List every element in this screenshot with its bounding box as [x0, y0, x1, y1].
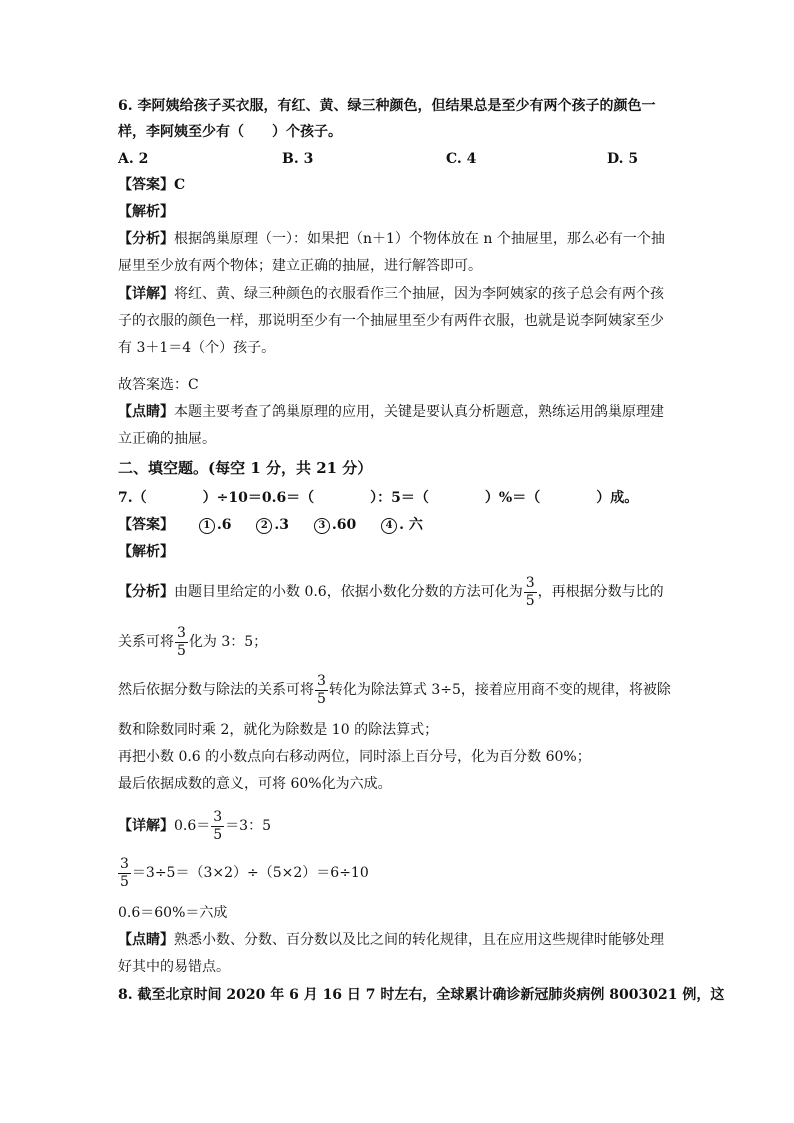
q6-fenxi-line-1	[118, 229, 665, 249]
q6-xiangjie-line-3: 有 3＋1＝4（个）孩子。	[118, 340, 276, 356]
q7-dianjing-line-2: 好其中的易错点。	[118, 959, 230, 975]
q7-stem: 7.（ ）÷10＝0.6＝（ ）：5＝（ ）%＝（ ）成。	[118, 490, 639, 506]
q7-answer-1: 1 .6	[199, 517, 232, 533]
q7-answer-3: 3 .60	[314, 517, 356, 533]
dianjing-tag: 【点睛】	[118, 404, 174, 420]
q6-option-c: C. 4	[446, 151, 477, 167]
xiangjie-tag: 【详解】	[118, 286, 174, 302]
q7-fenxi-line-6: 最后依据成数的意义，可将 60%化为六成。	[118, 776, 392, 792]
q6-stem-line-2: 样，李阿姨至少有（ ）个孩子。	[118, 124, 342, 140]
q6-stem-line-1: 6. 李阿姨给孩子买衣服，有红、黄、绿三种颜色，但结果总是至少有两个孩子的颜色一	[118, 98, 656, 114]
circled-number: 3	[314, 518, 330, 534]
fenxi-text: 由题目里给定的小数 0.6，依据小数化分数的方法可化为	[174, 584, 523, 600]
fenxi-text-cont: ，再根据分数与比的	[537, 584, 664, 600]
q6-answer	[118, 175, 185, 195]
circled-number: 4	[381, 518, 397, 534]
q7-fenxi-line-2: 关系可将 $\frac{3}{5}$ 化为 3：5；	[118, 624, 268, 659]
q7-jiexi-tag: 【解析】	[118, 544, 174, 560]
q6-jiexi-tag: 【解析】	[118, 204, 174, 220]
fraction-three-fifths: $\frac{3}{5}$	[177, 624, 186, 659]
fraction-three-fifths: $\frac{3}{5}$	[317, 672, 326, 707]
fenxi-tag: 【分析】	[118, 231, 174, 247]
fenxi-text: 根据鸽巢原理（一）：如果把（n＋1）个物体放在 n 个抽屉里，那么必有一个抽	[174, 231, 665, 247]
q7-fenxi-line-1	[118, 572, 664, 612]
q7-xiangjie-line-2: $\frac{3}{5}$ ＝3÷5＝（3×2）÷（5×2）＝6÷10	[120, 855, 369, 890]
q6-option-a: A. 2	[118, 151, 149, 167]
q7-answer-4: 4 . 六	[381, 517, 423, 533]
fraction-three-fifths: $\frac{3}{5}$	[525, 574, 535, 609]
q6-option-d: D. 5	[607, 151, 639, 167]
dianjing-text: 本题主要考查了鸽巢原理的应用，关键是要认真分析题意，熟练运用鸽巢原理建	[174, 404, 664, 420]
q7-fenxi-line-5: 再把小数 0.6 的小数点向右移动两位，同时添上百分号，化为百分数 60%；	[118, 749, 591, 765]
q6-xiangjie-line-1	[118, 284, 664, 304]
q7-xiangjie-line-3: 0.6＝60%＝六成	[118, 905, 228, 921]
q7-answer	[118, 515, 423, 535]
answer-tag: 【答案】	[118, 517, 174, 533]
fraction-three-fifths: $\frac{3}{5}$	[120, 855, 129, 890]
q7-dianjing-line-1	[118, 930, 664, 950]
q6-xiangjie-line-2: 子的衣服的颜色一样，那说明至少有一个抽屉里至少有两件衣服，也就是说李阿姨家至少	[118, 313, 664, 329]
dianjing-tag: 【点睛】	[118, 932, 174, 948]
answer-value: C	[174, 177, 186, 193]
section-2-title: 二、填空题。(每空 1 分，共 21 分）	[118, 459, 373, 477]
fraction-three-fifths: $\frac{3}{5}$	[213, 808, 223, 843]
xiangjie-tag: 【详解】	[118, 818, 174, 834]
fenxi-tag: 【分析】	[118, 584, 174, 600]
q6-option-b: B. 3	[282, 151, 314, 167]
q6-dianjing-line-2: 立正确的抽屉。	[118, 431, 216, 447]
answer-tag: 【答案】	[118, 177, 174, 193]
q7-fenxi-line-3: 然后依据分数与除法的关系可将 $\frac{3}{5}$ 转化为除法算式 3÷5，接着应用商不变的规律，将被除	[118, 672, 671, 707]
circled-number: 1	[199, 518, 215, 534]
q7-answer-2: 2 .3	[256, 517, 289, 533]
q6-dianjing-line-1	[118, 402, 664, 422]
q8-stem-line-1: 8. 截至北京时间 2020 年 6 月 16 日 7 时左右，全球累计确诊新冠肺炎病例 8003021 例，这	[118, 987, 725, 1003]
q6-final-answer: 故答案选：C	[118, 377, 199, 393]
q7-xiangjie-line-1: 【详解】0.6＝ $\frac{3}{5}$ ＝3：5	[118, 808, 272, 843]
dianjing-text: 熟悉小数、分数、百分数以及比之间的转化规律，且在应用这些规律时能够处理	[174, 932, 664, 948]
q7-fenxi-line-4: 数和除数同时乘 2，就化为除数是 10 的除法算式；	[118, 722, 439, 738]
xiangjie-text: 将红、黄、绿三种颜色的衣服看作三个抽屉，因为李阿姨家的孩子总会有两个孩	[174, 286, 664, 302]
circled-number: 2	[256, 518, 272, 534]
q6-fenxi-line-2: 屉里至少放有两个物体；建立正确的抽屉，进行解答即可。	[118, 258, 482, 274]
